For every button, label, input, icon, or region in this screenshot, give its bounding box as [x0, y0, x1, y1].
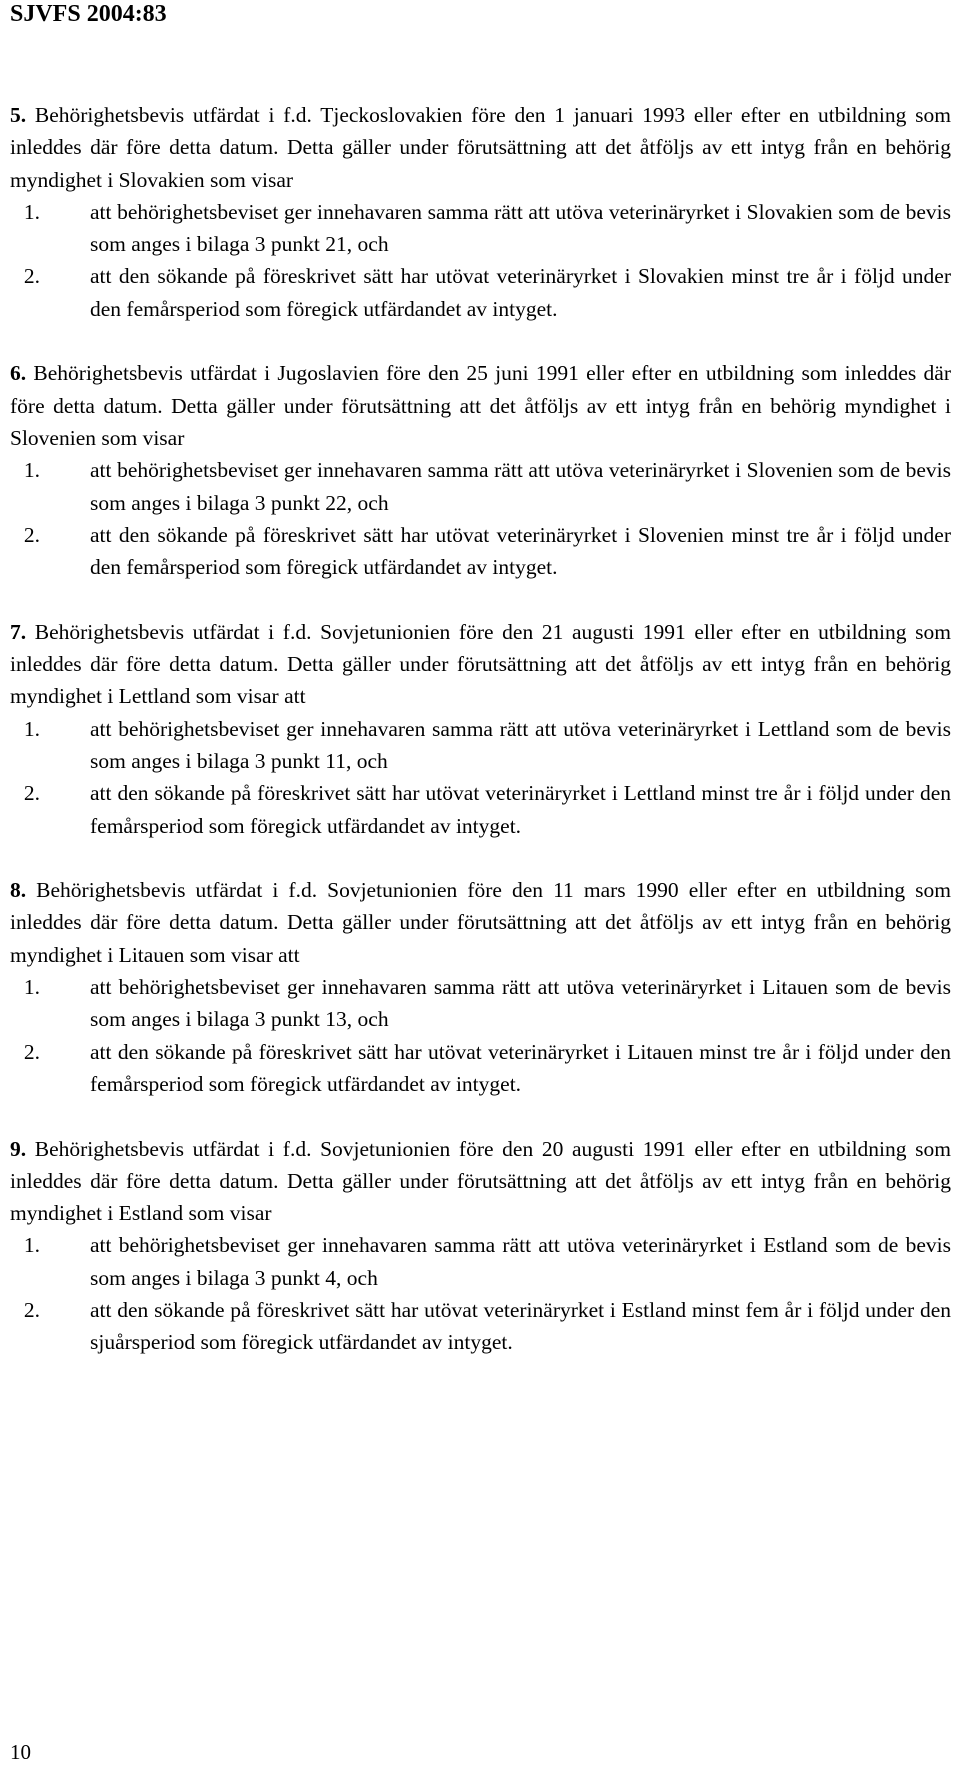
- list-item: [10, 777, 951, 842]
- condition-list: [10, 971, 951, 1100]
- list-item-text: att den sökande på föreskrivet sätt har utövat veterinäryrket i Slovenien minst tre år i följd under den femårsperiod som föregick utfärdandet av intyget.: [90, 522, 951, 580]
- list-item-number: 2.: [23, 264, 40, 289]
- section-8: [10, 874, 951, 1100]
- list-item-text: att behörighetsbeviset ger innehavaren samma rätt att utöva veterinäryrket i Lettland som de bevis som anges i bilaga 3 punkt 11, och: [90, 716, 951, 773]
- list-item-text: att den sökande på föreskrivet sätt har utövat veterinäryrket i Litauen minst tre år i följd under den femårsperiod som föregick utfärdandet av intyget.: [90, 1039, 951, 1096]
- list-item: [10, 971, 951, 1036]
- list-item-number: 1.: [23, 1233, 40, 1258]
- list-item: [10, 196, 951, 261]
- condition-list: [10, 713, 951, 842]
- list-item: [10, 1294, 951, 1359]
- section-text: Behörighetsbevis utfärdat i f.d. Sovjetunionien före den 11 mars 1990 eller efter en utbildning som inleddes där före detta datum. Detta gäller under förutsättning att det åtföljs av ett intyg från en behörig myndighet i Litauen som visar att: [10, 878, 951, 967]
- list-item-number: 1.: [23, 199, 40, 224]
- condition-list: [10, 1229, 951, 1358]
- list-item-text: att behörighetsbeviset ger innehavaren samma rätt att utöva veterinäryrket i Slovenien som de bevis som anges i bilaga 3 punkt 22, och: [90, 458, 951, 515]
- section-text: Behörighetsbevis utfärdat i f.d. Sovjetunionien före den 21 augusti 1991 eller efter en utbildning som inleddes där före detta datum. Detta gäller under förutsättning att det åtföljs av ett intyg från en behörig myndighet i Lettland som visar att: [10, 619, 952, 709]
- section-number: 8.: [10, 878, 27, 903]
- list-item-text: att behörighetsbeviset ger innehavaren samma rätt att utöva veterinäryrket i Estland som de bevis som anges i bilaga 3 punkt 4, och: [90, 1233, 951, 1290]
- section-paragraph: [10, 874, 951, 971]
- section-6: [10, 357, 951, 583]
- list-item: [10, 1229, 951, 1294]
- list-item-text: att behörighetsbeviset ger innehavaren samma rätt att utöva veterinäryrket i Litauen som de bevis som anges i bilaga 3 punkt 13, och: [90, 975, 951, 1032]
- list-item: [10, 519, 951, 584]
- list-item-text: att den sökande på föreskrivet sätt har utövat veterinäryrket i Estland minst fem år i följd under den sjuårsperiod som föregick utfärdandet av intyget.: [90, 1297, 951, 1355]
- list-item: [10, 713, 951, 778]
- section-7: [10, 616, 951, 842]
- list-item: [10, 260, 951, 325]
- condition-list: [10, 454, 951, 583]
- section-number: 7.: [10, 619, 27, 644]
- list-item-number: 1.: [23, 975, 40, 1000]
- list-item-text: att den sökande på föreskrivet sätt har utövat veterinäryrket i Slovakien minst tre år i följd under den femårsperiod som föregick utfärdandet av intyget.: [90, 264, 951, 321]
- document-body: [10, 99, 951, 1391]
- section-5: [10, 99, 951, 325]
- section-paragraph: [10, 99, 951, 196]
- condition-list: [10, 196, 951, 325]
- document-header: SJVFS 2004:83: [10, 1, 167, 27]
- list-item-number: 2.: [23, 522, 40, 547]
- list-item-text: att behörighetsbeviset ger innehavaren samma rätt att utöva veterinäryrket i Slovakien som de bevis som anges i bilaga 3 punkt 21, och: [90, 199, 951, 257]
- list-item: [10, 1036, 951, 1101]
- list-item-number: 2.: [23, 781, 40, 806]
- section-number: 6.: [10, 361, 27, 386]
- list-item-number: 1.: [23, 458, 40, 483]
- list-item-text: att den sökande på föreskrivet sätt har utövat veterinäryrket i Lettland minst tre år i följd under den femårsperiod som föregick utfärdandet av intyget.: [90, 781, 951, 838]
- page-number: 10: [10, 1740, 31, 1764]
- section-text: Behörighetsbevis utfärdat i Jugoslavien före den 25 juni 1991 eller efter en utbildning som inleddes där före detta datum. Detta gäller under förutsättning att det åtföljs av ett intyg från en behörig myndighet i Slovenien som visar: [10, 361, 951, 450]
- section-number: 5.: [10, 103, 27, 127]
- list-item-number: 2.: [23, 1039, 40, 1064]
- section-text: Behörighetsbevis utfärdat i f.d. Tjeckoslovakien före den 1 januari 1993 eller efter en utbildning som inleddes där före detta datum. Detta gäller under förutsättning att det åtföljs av ett intyg från en behörig myndighet i Slovakien som visar: [10, 103, 951, 192]
- section-paragraph: [10, 616, 951, 713]
- list-item-number: 1.: [23, 716, 40, 741]
- list-item: [10, 454, 951, 519]
- section-paragraph: [10, 1133, 951, 1230]
- section-paragraph: [10, 357, 951, 454]
- section-number: 9.: [10, 1136, 27, 1161]
- list-item-number: 2.: [23, 1297, 40, 1322]
- section-9: [10, 1133, 951, 1359]
- section-text: Behörighetsbevis utfärdat i f.d. Sovjetunionien före den 20 augusti 1991 eller efter en utbildning som inleddes där före detta datum. Detta gäller under förutsättning att det åtföljs av ett intyg från en behörig myndighet i Estland som visar: [10, 1136, 952, 1226]
